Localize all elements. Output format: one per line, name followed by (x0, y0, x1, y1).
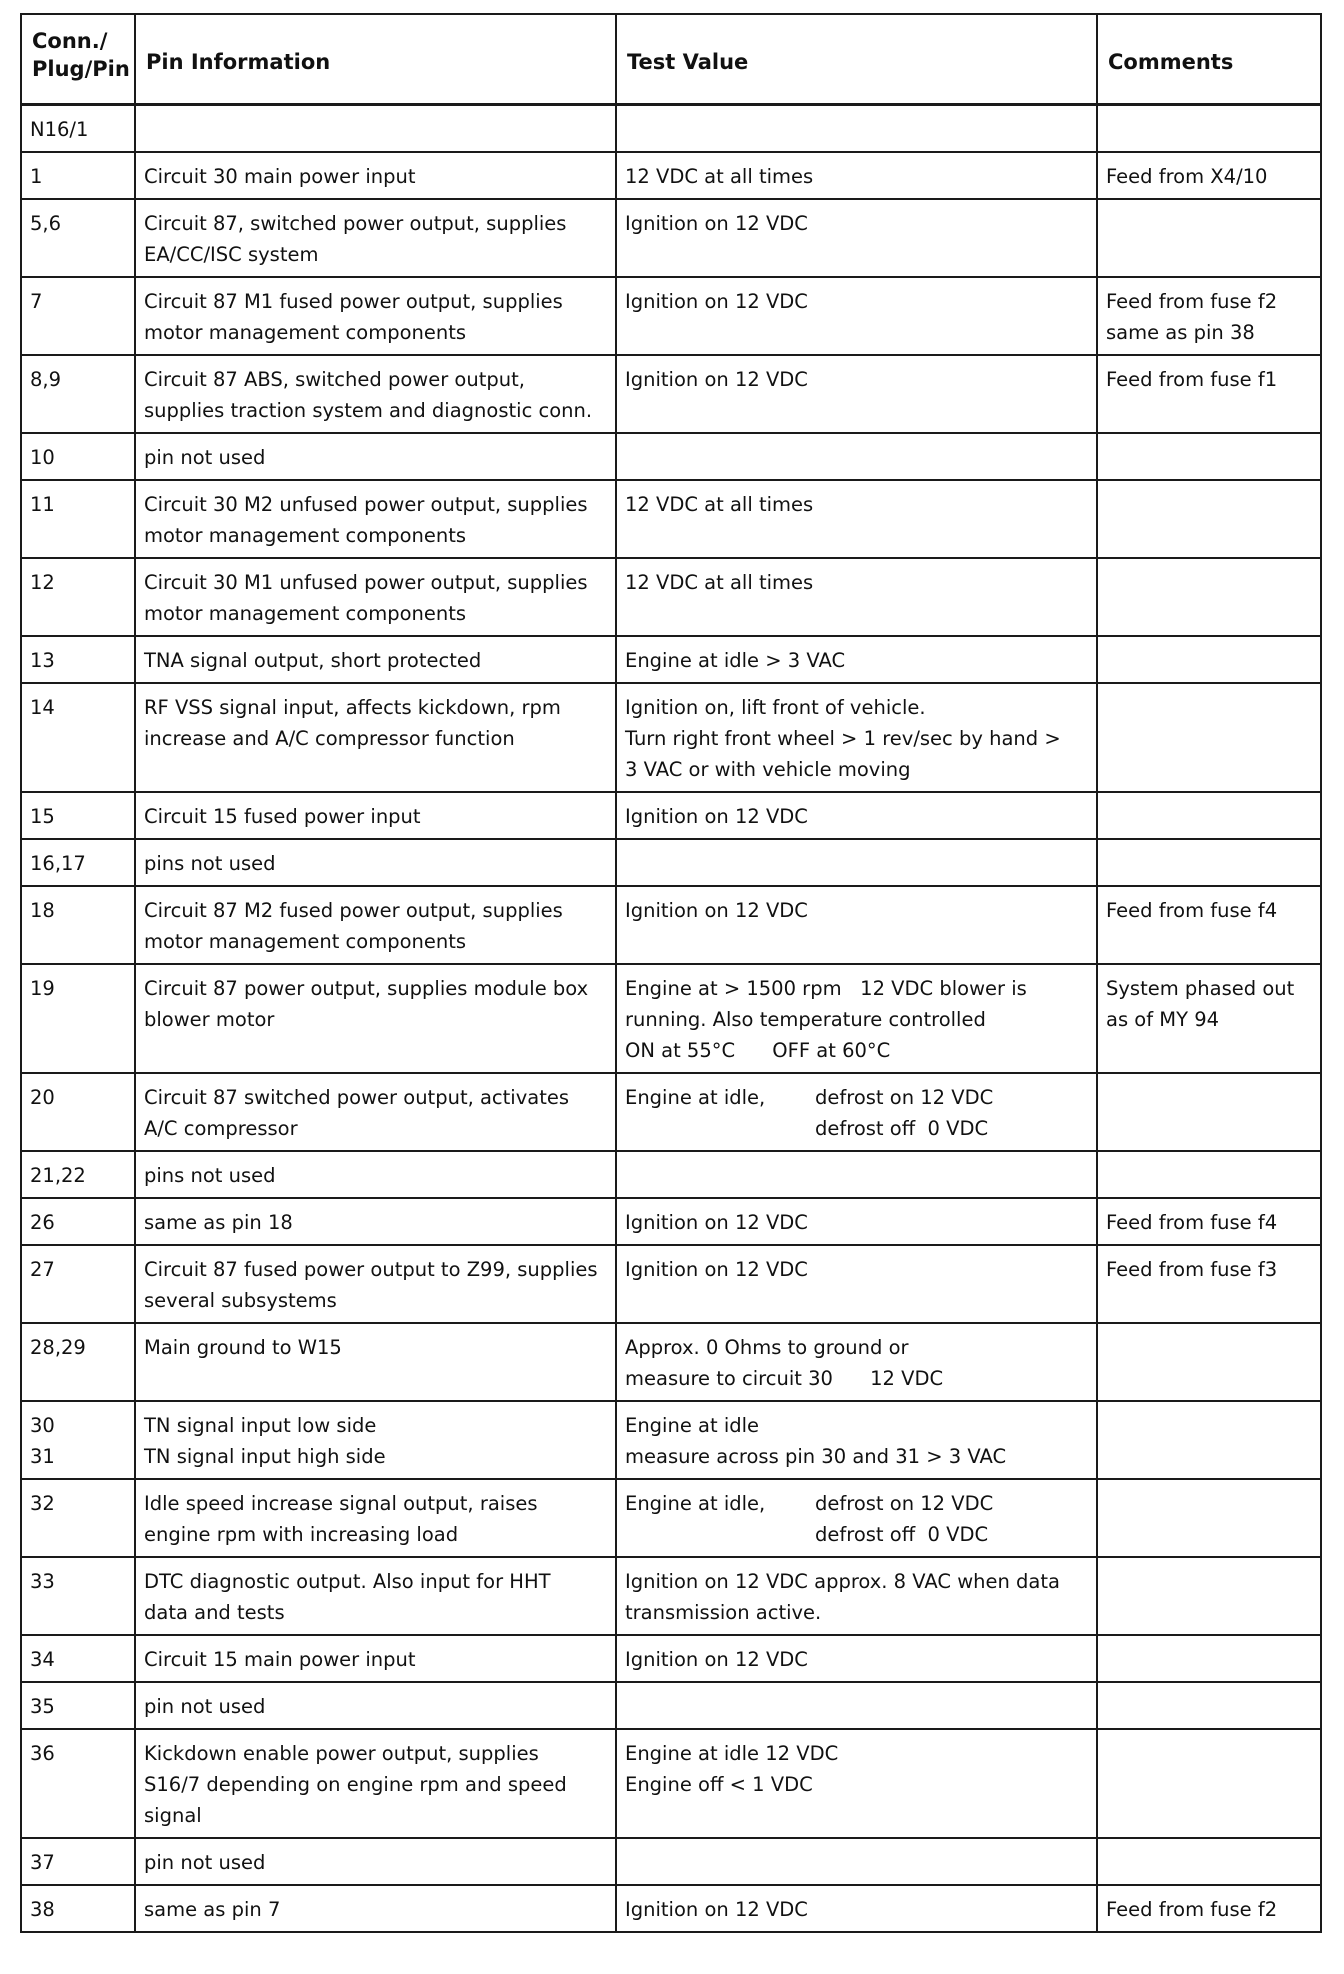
test-value-cell (616, 1245, 1097, 1323)
test-value-cell-line: Engine off < 1 VDC (625, 1773, 813, 1796)
pin-info-cell-line: Idle speed increase signal output, raises (144, 1492, 538, 1515)
pin-info-cell-line: increase and A/C compressor function (144, 727, 515, 750)
test-value-cell (616, 1557, 1097, 1635)
test-value-cell (616, 1885, 1097, 1932)
pin-cell-line: 37 (30, 1851, 55, 1874)
test-value-cell (616, 964, 1097, 1073)
table-row (21, 1557, 1321, 1635)
comments-cell (1097, 1073, 1321, 1151)
table-row (21, 636, 1321, 683)
pin-info-cell (135, 1838, 616, 1885)
test-value-cell-line: Turn right front wheel > 1 rev/sec by hand > (625, 727, 1061, 750)
pin-cell-line: 31 (30, 1445, 55, 1468)
table-row (21, 1682, 1321, 1729)
pin-info-cell-line: pin not used (144, 446, 266, 469)
pin-info-cell-line: Circuit 87 switched power output, activates (144, 1086, 570, 1109)
pin-cell (21, 480, 135, 558)
pin-cell-line: 5,6 (30, 212, 62, 235)
comments-cell (1097, 1838, 1321, 1885)
pin-info-cell (135, 1073, 616, 1151)
pin-cell (21, 886, 135, 964)
pin-info-cell-line: Circuit 15 main power input (144, 1648, 416, 1671)
test-value-reading: defrost off 0 VDC (815, 1117, 989, 1140)
pin-cell-line: 12 (30, 571, 55, 594)
table-row (21, 105, 1321, 153)
pin-cell (21, 1479, 135, 1557)
pin-info-cell (135, 355, 616, 433)
test-value-line (625, 1082, 1088, 1113)
pin-info-cell (135, 792, 616, 839)
pin-info-cell-line: Circuit 87 fused power output to Z99, supplies (144, 1258, 598, 1281)
pin-info-cell-line: motor management components (144, 602, 467, 625)
pin-cell-line: 28,29 (30, 1336, 86, 1359)
test-value-line (625, 1488, 1088, 1519)
test-value-cell-line: Approx. 0 Ohms to ground or (625, 1336, 909, 1359)
test-value-line (625, 1113, 1088, 1144)
pin-info-cell-line: motor management components (144, 930, 467, 953)
test-value-cell-line: Ignition on 12 VDC (625, 1211, 808, 1234)
test-value-cell (616, 683, 1097, 792)
comments-cell (1097, 277, 1321, 355)
pin-cell (21, 1245, 135, 1323)
table-row (21, 480, 1321, 558)
pin-cell-line: 10 (30, 446, 55, 469)
pin-info-cell-line: pin not used (144, 1695, 266, 1718)
pin-cell-line: 33 (30, 1570, 55, 1593)
pin-info-cell (135, 433, 616, 480)
pin-info-cell-line: Circuit 30 M2 unfused power output, supplies (144, 493, 588, 516)
pin-info-cell-line: Kickdown enable power output, supplies (144, 1742, 539, 1765)
table-row (21, 199, 1321, 277)
table-row (21, 964, 1321, 1073)
table-row (21, 1729, 1321, 1838)
comments-cell-line: Feed from fuse f1 (1106, 368, 1278, 391)
pin-info-cell (135, 105, 616, 153)
pin-info-cell (135, 277, 616, 355)
table-row (21, 1073, 1321, 1151)
comments-cell (1097, 480, 1321, 558)
comments-cell (1097, 683, 1321, 792)
pin-info-cell-line: motor management components (144, 321, 467, 344)
comments-cell-line: Feed from fuse f4 (1106, 899, 1278, 922)
pin-cell (21, 964, 135, 1073)
test-value-cell (616, 1635, 1097, 1682)
pin-info-cell (135, 199, 616, 277)
pin-cell (21, 1198, 135, 1245)
table-row (21, 1635, 1321, 1682)
comments-cell (1097, 152, 1321, 199)
table-row (21, 1479, 1321, 1557)
test-value-cell-line: 12 VDC at all times (625, 165, 814, 188)
pin-cell (21, 1682, 135, 1729)
header-conn-line-2: Plug/Pin (32, 57, 130, 81)
comments-cell-line: Feed from fuse f2 (1106, 1898, 1278, 1921)
comments-cell-line: System phased out (1106, 977, 1295, 1000)
pin-info-cell-line: Circuit 30 main power input (144, 165, 416, 188)
pin-info-cell-line: EA/CC/ISC system (144, 243, 319, 266)
test-value-cell-line: 3 VAC or with vehicle moving (625, 758, 911, 781)
pin-cell-line: 30 (30, 1414, 55, 1437)
pin-info-cell-line: Circuit 87, switched power output, supplies (144, 212, 567, 235)
pin-info-cell-line: pin not used (144, 1851, 266, 1874)
pin-info-cell-line: S16/7 depending on engine rpm and speed (144, 1773, 567, 1796)
pin-info-cell-line: Circuit 15 fused power input (144, 805, 421, 828)
pin-cell (21, 839, 135, 886)
table-row (21, 683, 1321, 792)
pin-info-cell (135, 1323, 616, 1401)
pin-info-cell-line: engine rpm with increasing load (144, 1523, 459, 1546)
test-value-cell-line: Ignition on 12 VDC (625, 899, 808, 922)
pin-cell-line: 32 (30, 1492, 55, 1515)
table-row (21, 839, 1321, 886)
pin-table (20, 13, 1322, 1933)
pin-cell (21, 1885, 135, 1932)
comments-cell (1097, 1635, 1321, 1682)
comments-cell (1097, 355, 1321, 433)
pin-info-cell-line: RF VSS signal input, affects kickdown, rpm (144, 696, 561, 719)
test-value-cell-line: Ignition on, lift front of vehicle. (625, 696, 926, 719)
test-value-cell (616, 1198, 1097, 1245)
test-value-cell-line: Ignition on 12 VDC (625, 1648, 808, 1671)
header-pin-information: Pin Information (135, 14, 616, 105)
pin-info-cell (135, 1885, 616, 1932)
comments-cell (1097, 886, 1321, 964)
table-row (21, 1838, 1321, 1885)
comments-cell-line: same as pin 38 (1106, 321, 1255, 344)
pin-cell-line: 1 (30, 165, 43, 188)
pin-cell-line: 36 (30, 1742, 55, 1765)
table-header-row (21, 14, 1321, 105)
test-value-cell (616, 152, 1097, 199)
pin-info-cell-line: A/C compressor (144, 1117, 298, 1140)
pin-info-cell-line: TNA signal output, short protected (144, 649, 482, 672)
pin-cell (21, 105, 135, 153)
pin-info-cell-line: Circuit 30 M1 unfused power output, supplies (144, 571, 588, 594)
pin-info-cell (135, 1151, 616, 1198)
comments-cell (1097, 558, 1321, 636)
table-row (21, 792, 1321, 839)
table-row (21, 1198, 1321, 1245)
pin-cell (21, 792, 135, 839)
header-test-value: Test Value (616, 14, 1097, 105)
pin-info-cell-line: pins not used (144, 852, 276, 875)
header-comments: Comments (1097, 14, 1321, 105)
comments-cell (1097, 1401, 1321, 1479)
pin-info-cell-line: Circuit 87 M1 fused power output, supplies (144, 290, 563, 313)
pin-info-cell-line: Circuit 87 ABS, switched power output, (144, 368, 525, 391)
pin-info-cell (135, 839, 616, 886)
pin-info-cell-line: signal (144, 1804, 202, 1827)
pin-info-cell (135, 1479, 616, 1557)
test-value-cell (616, 1479, 1097, 1557)
test-value-cell-line: Ignition on 12 VDC (625, 212, 808, 235)
pin-cell (21, 152, 135, 199)
pin-cell-line: 18 (30, 899, 55, 922)
comments-cell (1097, 199, 1321, 277)
test-value-cell (616, 1151, 1097, 1198)
pin-cell-line: 34 (30, 1648, 55, 1671)
pin-info-cell-line: Circuit 87 M2 fused power output, supplies (144, 899, 563, 922)
pin-info-cell-line: Circuit 87 power output, supplies module box (144, 977, 589, 1000)
pin-cell-line: 35 (30, 1695, 55, 1718)
test-value-cell (616, 1401, 1097, 1479)
pin-cell (21, 558, 135, 636)
test-value-cell-line: Engine at idle (625, 1414, 760, 1437)
pin-cell (21, 683, 135, 792)
test-value-cell-line: 12 VDC at all times (625, 571, 814, 594)
comments-cell-line: as of MY 94 (1106, 1008, 1220, 1031)
pin-info-cell (135, 558, 616, 636)
pin-cell (21, 1401, 135, 1479)
table-row (21, 355, 1321, 433)
document-page (20, 13, 1320, 1933)
pin-info-cell (135, 636, 616, 683)
pin-cell-line: N16/1 (30, 118, 89, 141)
pin-cell-line: 27 (30, 1258, 55, 1281)
pin-cell (21, 1151, 135, 1198)
header-conn-line-1: Conn./ (32, 29, 108, 53)
pin-cell-line: 16,17 (30, 852, 86, 875)
table-row (21, 1323, 1321, 1401)
comments-cell-line: Feed from X4/10 (1106, 165, 1268, 188)
test-value-cell (616, 886, 1097, 964)
test-value-cell (616, 1729, 1097, 1838)
test-value-cell-line: Engine at idle > 3 VAC (625, 649, 846, 672)
table-row (21, 1151, 1321, 1198)
pin-cell-line: 21,22 (30, 1164, 86, 1187)
pin-table-body (21, 105, 1321, 1933)
test-value-cell-line: Engine at idle 12 VDC (625, 1742, 839, 1765)
test-value-cell (616, 277, 1097, 355)
pin-info-cell-line: supplies traction system and diagnostic conn. (144, 399, 593, 422)
test-value-cell (616, 433, 1097, 480)
test-value-cell-line: Ignition on 12 VDC (625, 1258, 808, 1281)
table-row (21, 886, 1321, 964)
pin-info-cell (135, 1635, 616, 1682)
test-value-cell (616, 199, 1097, 277)
test-value-cell (616, 355, 1097, 433)
test-value-cell (616, 1682, 1097, 1729)
header-conn-plug-pin (21, 14, 135, 105)
comments-cell-line: Feed from fuse f3 (1106, 1258, 1278, 1281)
pin-cell (21, 636, 135, 683)
pin-info-cell-line: same as pin 7 (144, 1898, 281, 1921)
pin-info-cell (135, 152, 616, 199)
test-value-cell (616, 1073, 1097, 1151)
test-value-reading: defrost on 12 VDC (815, 1492, 994, 1515)
test-value-cell-line: transmission active. (625, 1601, 822, 1624)
test-value-cell (616, 839, 1097, 886)
comments-cell (1097, 636, 1321, 683)
pin-cell-line: 11 (30, 493, 55, 516)
comments-cell (1097, 1198, 1321, 1245)
test-value-condition: Engine at idle, (625, 1086, 766, 1109)
pin-info-cell (135, 1729, 616, 1838)
test-value-cell (616, 480, 1097, 558)
pin-info-cell (135, 964, 616, 1073)
table-row (21, 558, 1321, 636)
pin-cell (21, 1635, 135, 1682)
test-value-cell-line: Ignition on 12 VDC (625, 1898, 808, 1921)
test-value-cell (616, 1838, 1097, 1885)
pin-info-cell-line: TN signal input high side (144, 1445, 386, 1468)
table-row (21, 433, 1321, 480)
pin-cell-line: 20 (30, 1086, 55, 1109)
comments-cell (1097, 839, 1321, 886)
pin-cell (21, 199, 135, 277)
comments-cell (1097, 1479, 1321, 1557)
pin-cell (21, 1073, 135, 1151)
test-value-cell-line: Ignition on 12 VDC approx. 8 VAC when data (625, 1570, 1060, 1593)
pin-cell-line: 26 (30, 1211, 55, 1234)
pin-cell-line: 15 (30, 805, 55, 828)
pin-info-cell (135, 1557, 616, 1635)
test-value-cell-line: measure to circuit 30 12 VDC (625, 1367, 944, 1390)
comments-cell (1097, 1885, 1321, 1932)
pin-cell-line: 8,9 (30, 368, 62, 391)
pin-info-cell-line: data and tests (144, 1601, 285, 1624)
test-value-reading: defrost on 12 VDC (815, 1086, 994, 1109)
comments-cell (1097, 792, 1321, 839)
pin-cell-line: 19 (30, 977, 55, 1000)
test-value-cell-line: running. Also temperature controlled (625, 1008, 986, 1031)
test-value-cell-line: Engine at > 1500 rpm 12 VDC blower is (625, 977, 1027, 1000)
comments-cell (1097, 1557, 1321, 1635)
comments-cell (1097, 1323, 1321, 1401)
pin-info-cell (135, 1682, 616, 1729)
pin-cell (21, 433, 135, 480)
comments-cell (1097, 105, 1321, 153)
pin-cell (21, 1557, 135, 1635)
comments-cell (1097, 1151, 1321, 1198)
test-value-cell-line: Ignition on 12 VDC (625, 368, 808, 391)
pin-cell-line: 14 (30, 696, 55, 719)
pin-info-cell (135, 1245, 616, 1323)
pin-info-cell-line: same as pin 18 (144, 1211, 293, 1234)
table-row (21, 1245, 1321, 1323)
test-value-cell (616, 558, 1097, 636)
pin-info-cell-line: Main ground to W15 (144, 1336, 342, 1359)
table-row (21, 152, 1321, 199)
test-value-cell-line: Ignition on 12 VDC (625, 290, 808, 313)
table-row (21, 1401, 1321, 1479)
comments-cell-line: Feed from fuse f2 (1106, 290, 1278, 313)
comments-cell (1097, 964, 1321, 1073)
pin-cell (21, 1323, 135, 1401)
comments-cell (1097, 1245, 1321, 1323)
pin-info-cell-line: motor management components (144, 524, 467, 547)
pin-cell (21, 277, 135, 355)
pin-info-cell-line: blower motor (144, 1008, 275, 1031)
test-value-cell-line: Ignition on 12 VDC (625, 805, 808, 828)
pin-cell (21, 1729, 135, 1838)
test-value-cell (616, 636, 1097, 683)
pin-info-cell (135, 1401, 616, 1479)
test-value-cell (616, 792, 1097, 839)
test-value-cell-line: 12 VDC at all times (625, 493, 814, 516)
comments-cell-line: Feed from fuse f4 (1106, 1211, 1278, 1234)
test-value-cell (616, 1323, 1097, 1401)
pin-info-cell-line: pins not used (144, 1164, 276, 1187)
pin-info-cell-line: DTC diagnostic output. Also input for HHT (144, 1570, 551, 1593)
comments-cell (1097, 433, 1321, 480)
pin-cell (21, 1838, 135, 1885)
comments-cell (1097, 1729, 1321, 1838)
pin-info-cell (135, 1198, 616, 1245)
comments-cell (1097, 1682, 1321, 1729)
pin-info-cell-line: several subsystems (144, 1289, 337, 1312)
pin-cell-line: 7 (30, 290, 43, 313)
table-row (21, 1885, 1321, 1932)
pin-cell (21, 355, 135, 433)
test-value-cell-line: measure across pin 30 and 31 > 3 VAC (625, 1445, 1007, 1468)
pin-cell-line: 38 (30, 1898, 55, 1921)
test-value-reading: defrost off 0 VDC (815, 1523, 989, 1546)
table-row (21, 277, 1321, 355)
test-value-cell-line: ON at 55°C OFF at 60°C (625, 1039, 891, 1062)
test-value-cell (616, 105, 1097, 153)
pin-info-cell (135, 480, 616, 558)
test-value-condition: Engine at idle, (625, 1492, 766, 1515)
pin-cell-line: 13 (30, 649, 55, 672)
pin-info-cell (135, 683, 616, 792)
test-value-line (625, 1519, 1088, 1550)
pin-info-cell (135, 886, 616, 964)
pin-info-cell-line: TN signal input low side (144, 1414, 377, 1437)
